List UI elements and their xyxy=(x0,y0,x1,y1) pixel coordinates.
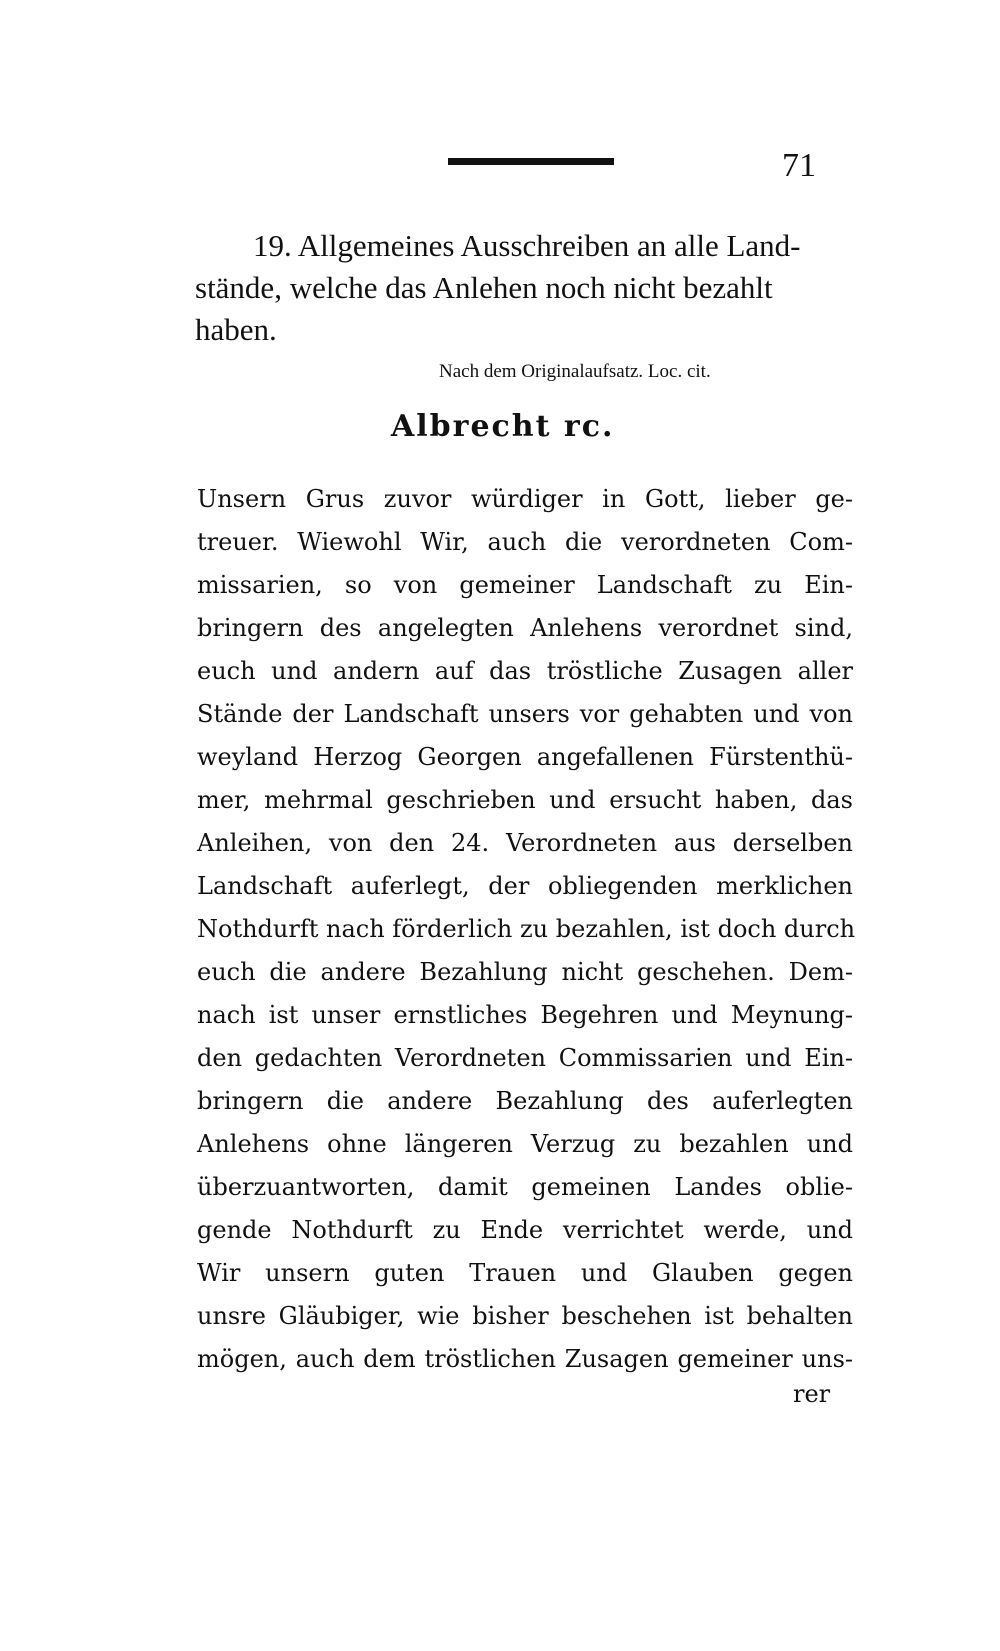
body-text xyxy=(197,478,856,1381)
body-line: euch und andern auf das tröstliche Zusagen aller xyxy=(197,657,853,685)
body-line: weyland Herzog Georgen angefallenen Fürstenthü- xyxy=(197,743,853,771)
body-line: mer, mehrmal geschrieben und ersucht haben, das xyxy=(197,786,853,814)
body-line: euch die andere Bezahlung nicht geschehen. Dem- xyxy=(197,958,853,986)
body-line: Wir unsern guten Trauen und Glauben gegen xyxy=(197,1259,853,1287)
body-line: mögen, auch dem tröstlichen Zusagen gemeiner uns- xyxy=(197,1345,853,1373)
source-note: Nach dem Originalaufsatz. Loc. cit. xyxy=(439,361,711,382)
body-line: überzuantworten, damit gemeinen Landes oblie- xyxy=(197,1173,853,1201)
page-number: 71 xyxy=(782,147,816,184)
title-line: haben. xyxy=(195,312,277,347)
body-line: Unsern Grus zuvor würdiger in Gott, lieber ge- xyxy=(197,485,853,513)
section-title xyxy=(195,225,850,351)
body-line: bringern die andere Bezahlung des auferlegten xyxy=(197,1087,853,1115)
body-line: den gedachten Verordneten Commissarien und Ein- xyxy=(197,1044,853,1072)
author-heading: Albrecht rc. xyxy=(391,409,615,444)
body-line: treuer. Wiewohl Wir, auch die verordneten Com- xyxy=(197,528,853,556)
body-line: Stände der Landschaft unsers vor gehabten und von xyxy=(197,700,853,728)
body-line: Anlehens ohne längeren Verzug zu bezahlen und xyxy=(197,1130,853,1158)
body-line: gende Nothdurft zu Ende verrichtet werde, und xyxy=(197,1216,853,1244)
header-rule xyxy=(448,158,614,165)
body-line: Nothdurft nach förderlich zu bezahlen, ist doch durch xyxy=(197,915,856,943)
body-line: nach ist unser ernstliches Begehren und Meynung- xyxy=(197,1001,853,1029)
title-line: stände, welche das Anlehen noch nicht bezahlt xyxy=(195,270,773,305)
body-line: missarien, so von gemeiner Landschaft zu Ein- xyxy=(197,571,853,599)
catchword: rer xyxy=(793,1380,831,1408)
body-line: Landschaft auferlegt, der obliegenden merklichen xyxy=(197,872,853,900)
body-line: Anleihen, von den 24. Verordneten aus derselben xyxy=(197,829,853,857)
body-line: bringern des angelegten Anlehens verordnet sind, xyxy=(197,614,853,642)
body-line: unsre Gläubiger, wie bisher beschehen ist behalten xyxy=(197,1302,853,1330)
title-line: 19. Allgemeines Ausschreiben an alle Land- xyxy=(253,228,801,263)
